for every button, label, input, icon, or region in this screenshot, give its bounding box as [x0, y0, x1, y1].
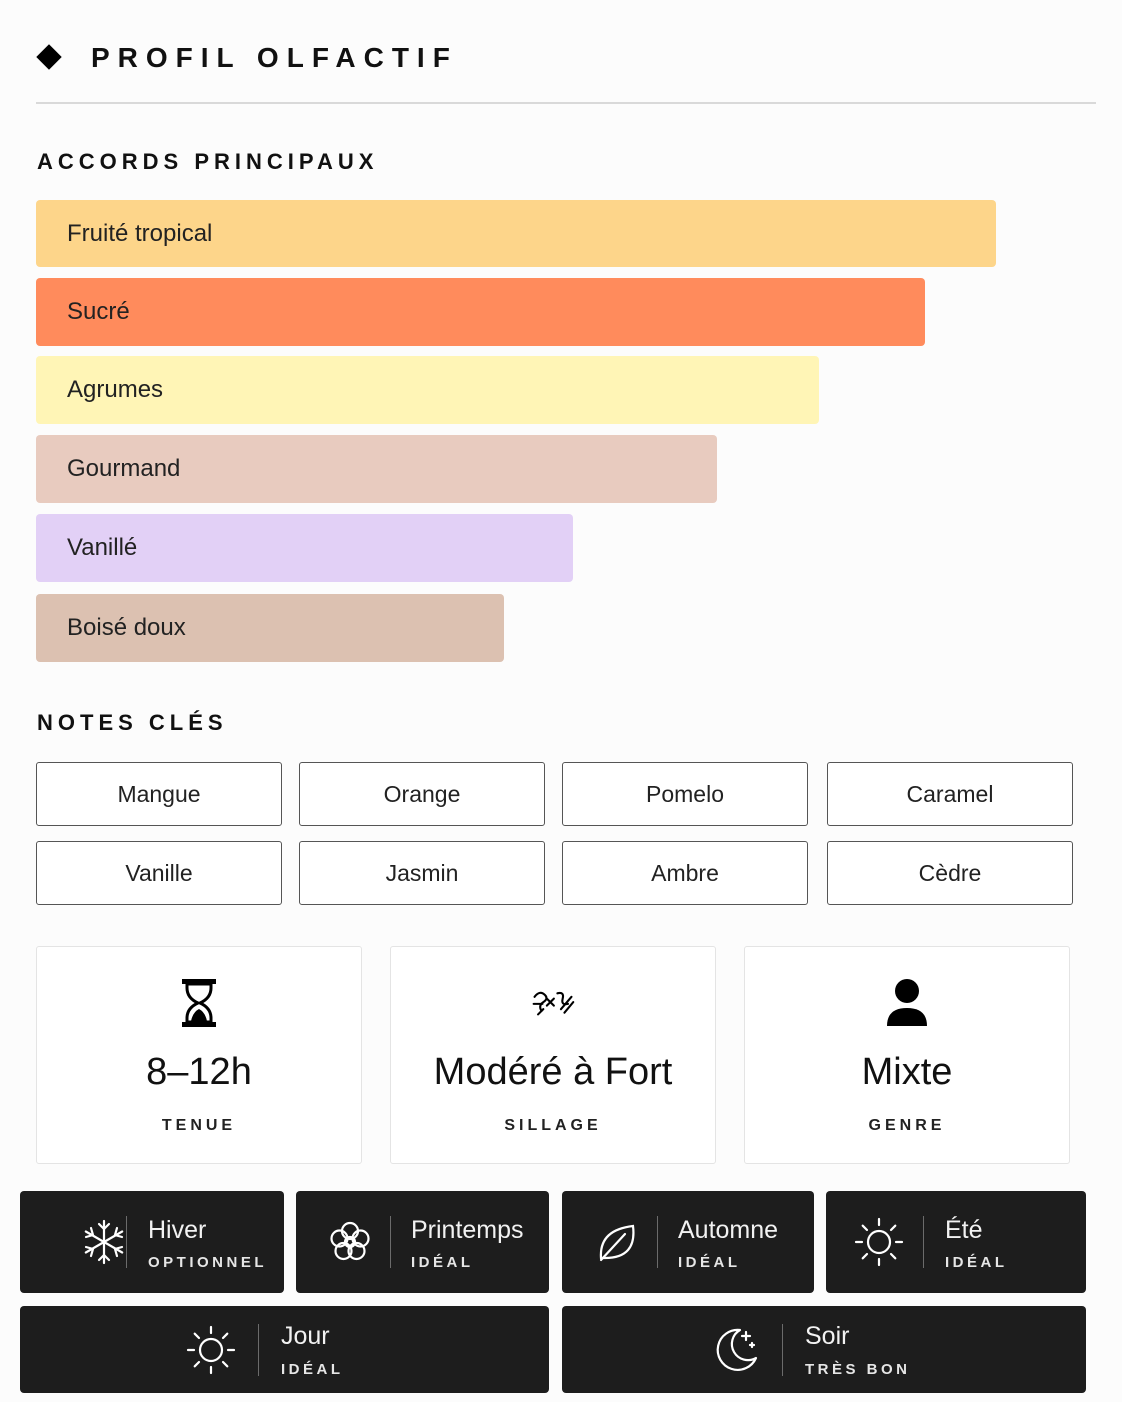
accord-label: Vanillé: [67, 534, 138, 561]
accord-label: Boisé doux: [67, 614, 186, 641]
diamond-icon: [36, 44, 61, 69]
accord-label: Sucré: [67, 298, 130, 325]
stat-value: Mixte: [861, 1051, 953, 1093]
stat-card-genre: [744, 946, 1070, 1164]
snowflake-icon: [78, 1216, 130, 1268]
time-status: IDÉAL: [281, 1361, 344, 1378]
tile-divider: [258, 1324, 259, 1376]
stat-label: SILLAGE: [504, 1117, 602, 1134]
time-status: TRÈS BON: [805, 1361, 911, 1378]
season-name: Été: [945, 1216, 983, 1244]
tile-divider: [126, 1216, 127, 1268]
sun-icon: [185, 1324, 237, 1376]
season-status: OPTIONNEL: [148, 1254, 268, 1271]
note-chip[interactable]: Caramel: [827, 762, 1073, 826]
stat-card-tenue: [36, 946, 362, 1164]
leaf-icon: [591, 1216, 643, 1268]
note-chip[interactable]: Ambre: [562, 841, 808, 905]
season-tile-ete[interactable]: [826, 1191, 1086, 1293]
flower-icon: [324, 1216, 376, 1268]
tile-divider: [923, 1216, 924, 1268]
season-name: Automne: [678, 1216, 779, 1244]
stat-value: 8–12h: [146, 1051, 252, 1093]
moon-icon: [710, 1324, 762, 1376]
hourglass-icon: [177, 977, 221, 1029]
tile-divider: [782, 1324, 783, 1376]
time-name: Soir: [805, 1322, 850, 1350]
season-tile-automne[interactable]: [562, 1191, 814, 1293]
accord-bar-boise-doux: [36, 594, 504, 662]
page-title: PROFIL OLFACTIF: [91, 42, 458, 73]
note-chip[interactable]: Orange: [299, 762, 545, 826]
season-tile-printemps[interactable]: [296, 1191, 549, 1293]
time-tile-soir[interactable]: [562, 1306, 1086, 1393]
stat-label: GENRE: [868, 1117, 946, 1134]
accord-bar-vanille: [36, 514, 573, 582]
time-tile-jour[interactable]: [20, 1306, 549, 1393]
accord-bar-agrumes: [36, 356, 819, 424]
notes-section-title: NOTES CLÉS: [37, 710, 228, 735]
tile-divider: [390, 1216, 391, 1268]
person-icon: [885, 977, 929, 1029]
sillage-icon: [531, 977, 575, 1029]
note-chip[interactable]: Pomelo: [562, 762, 808, 826]
time-name: Jour: [281, 1322, 330, 1350]
accord-bar-sucre: [36, 278, 925, 346]
note-chip[interactable]: Cèdre: [827, 841, 1073, 905]
stat-label: TENUE: [161, 1117, 237, 1134]
accord-label: Agrumes: [67, 376, 164, 403]
note-chip[interactable]: Jasmin: [299, 841, 545, 905]
season-name: Hiver: [148, 1216, 207, 1244]
tile-divider: [657, 1216, 658, 1268]
sun-icon: [853, 1216, 905, 1268]
accord-bar-fruite-tropical: [36, 200, 996, 267]
accords-section-title: ACCORDS PRINCIPAUX: [37, 149, 379, 174]
accord-label: Fruité tropical: [67, 219, 213, 247]
note-chip[interactable]: Mangue: [36, 762, 282, 826]
season-tile-hiver[interactable]: [20, 1191, 284, 1293]
note-chip[interactable]: Vanille: [36, 841, 282, 905]
season-status: IDÉAL: [678, 1254, 741, 1271]
season-name: Printemps: [411, 1216, 524, 1244]
accord-label: Gourmand: [67, 455, 181, 482]
stat-value: Modéré à Fort: [433, 1051, 673, 1093]
profile-header: [36, 36, 1096, 104]
accord-bar-gourmand: [36, 435, 717, 503]
season-status: IDÉAL: [411, 1254, 474, 1271]
stat-card-sillage: [390, 946, 716, 1164]
season-status: IDÉAL: [945, 1254, 1008, 1271]
